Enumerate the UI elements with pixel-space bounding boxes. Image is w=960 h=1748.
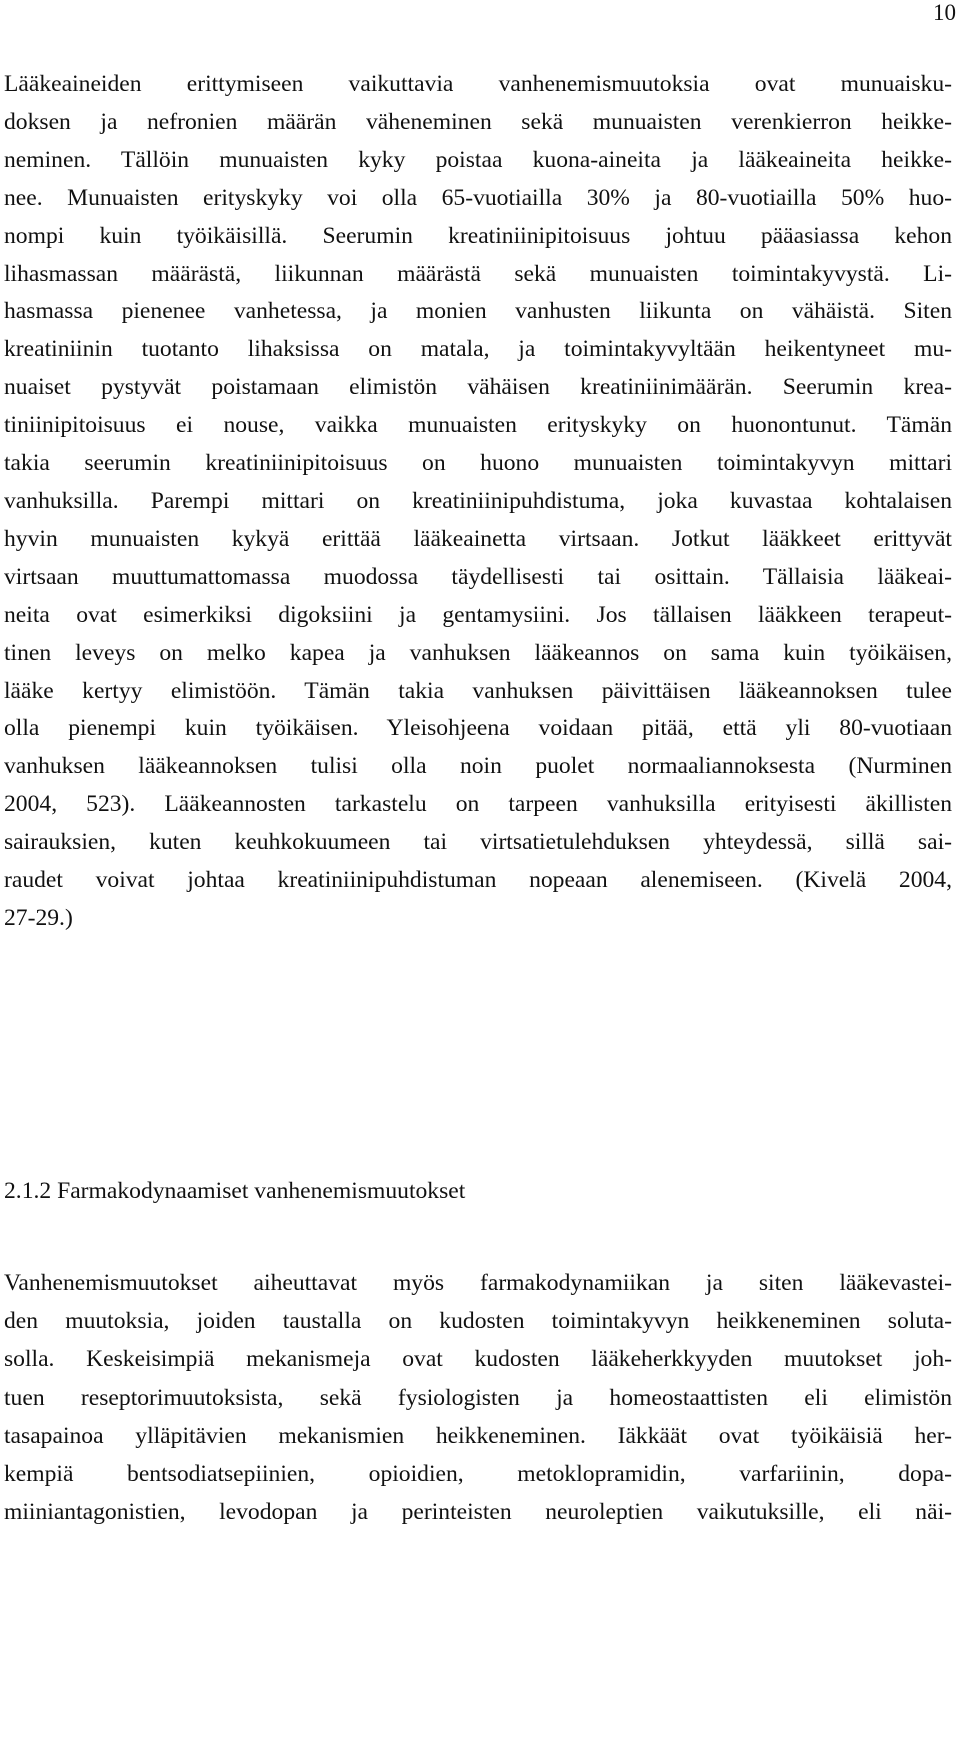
text-line: tinen leveys on melko kapea ja vanhuksen lääkeannos on sama kuin työikäisen, bbox=[4, 639, 952, 666]
text-line: Lääkeaineiden erittymiseen vaikuttavia vanhenemismuutoksia ovat munuaisku- bbox=[4, 71, 952, 97]
text-line: vanhuksilla. Parempi mittari on kreatiniinipuhdistuma, joka kuvastaa kohtalaisen bbox=[4, 487, 952, 514]
text-line: kempiä bentsodiatsepiinien, opioidien, metoklopramidin, varfariinin, dopa- bbox=[4, 1461, 952, 1488]
text-line: vanhuksen lääkeannoksen tulisi olla noin puolet normaaliannoksesta (Nurminen bbox=[4, 753, 952, 780]
text-line: olla pienempi kuin työikäisen. Yleisohjeena voidaan pitää, että yli 80-vuotiaan bbox=[4, 715, 952, 742]
text-line: den muutoksia, joiden taustalla on kudosten toimintakyvyn heikkeneminen soluta- bbox=[4, 1308, 952, 1335]
text-line: raudet voivat johtaa kreatiniinipuhdistuman nopeaan alenemiseen. (Kivelä 2004, bbox=[4, 867, 952, 894]
page-number: 10 bbox=[933, 0, 956, 25]
text-line: doksen ja nefronien määrän väheneminen sekä munuaisten verenkierron heikke- bbox=[4, 108, 952, 135]
text-line: miiniantagonistien, levodopan ja perinteisten neuroleptien vaikutuksille, eli näi- bbox=[4, 1499, 952, 1526]
section-heading: 2.1.2 Farmakodynaamiset vanhenemismuutokset bbox=[4, 1178, 466, 1204]
body-paragraph-elimination bbox=[4, 66, 952, 938]
body-paragraph-pharmacodynamics bbox=[4, 1264, 952, 1531]
text-line: 27-29.) bbox=[4, 904, 73, 931]
text-line: nuaiset pystyvät poistamaan elimistön vähäisen kreatiniinimäärän. Seerumin krea- bbox=[4, 374, 952, 401]
text-line: neita ovat esimerkiksi digoksiini ja gentamysiini. Jos tällaisen lääkkeen terapeut- bbox=[4, 601, 952, 628]
text-line: lääke kertyy elimistöön. Tämän takia vanhuksen päivittäisen lääkeannoksen tulee bbox=[4, 677, 952, 704]
text-line: 2004, 523). Lääkeannosten tarkastelu on tarpeen vanhuksilla erityisesti äkillisten bbox=[4, 791, 952, 818]
text-line: tasapainoa ylläpitävien mekanismien heikkeneminen. Iäkkäät ovat työikäisiä her- bbox=[4, 1422, 952, 1449]
text-line: solla. Keskeisimpiä mekanismeja ovat kudosten lääkeherkkyyden muutokset joh- bbox=[4, 1346, 952, 1373]
text-line: nompi kuin työikäisillä. Seerumin kreatiniinipitoisuus johtuu pääasiassa kehon bbox=[4, 222, 952, 249]
text-line: Vanhenemismuutokset aiheuttavat myös farmakodynamiikan ja siten lääkevastei- bbox=[4, 1270, 952, 1296]
text-line: lihasmassan määrästä, liikunnan määrästä sekä munuaisten toimintakyvystä. Li- bbox=[4, 260, 952, 287]
text-line: kreatiniinin tuotanto lihaksissa on matala, ja toimintakyvyltään heikentyneet mu- bbox=[4, 336, 952, 363]
text-line: takia seerumin kreatiniinipitoisuus on huono munuaisten toimintakyvyn mittari bbox=[4, 450, 952, 477]
text-line: tuen reseptorimuutoksista, sekä fysiologisten ja homeostaattisten eli elimistön bbox=[4, 1384, 952, 1411]
text-line: virtsaan muuttumattomassa muodossa täydellisesti tai osittain. Tällaisia lääkeai- bbox=[4, 563, 952, 590]
text-line: nee. Munuaisten erityskyky voi olla 65-vuotiailla 30% ja 80-vuotiailla 50% huo- bbox=[4, 184, 952, 211]
text-line: hyvin munuaisten kykyä erittää lääkeainetta virtsaan. Jotkut lääkkeet erittyvät bbox=[4, 525, 952, 552]
text-line: sairauksien, kuten keuhkokuumeen tai virtsatietulehduksen yhteydessä, sillä sai- bbox=[4, 829, 952, 856]
text-line: tiniinipitoisuus ei nouse, vaikka munuaisten erityskyky on huonontunut. Tämän bbox=[4, 412, 952, 439]
text-line: neminen. Tällöin munuaisten kyky poistaa kuona-aineita ja lääkeaineita heikke- bbox=[4, 146, 952, 173]
text-line: hasmassa pienenee vanhetessa, ja monien vanhusten liikunta on vähäistä. Siten bbox=[4, 298, 952, 325]
